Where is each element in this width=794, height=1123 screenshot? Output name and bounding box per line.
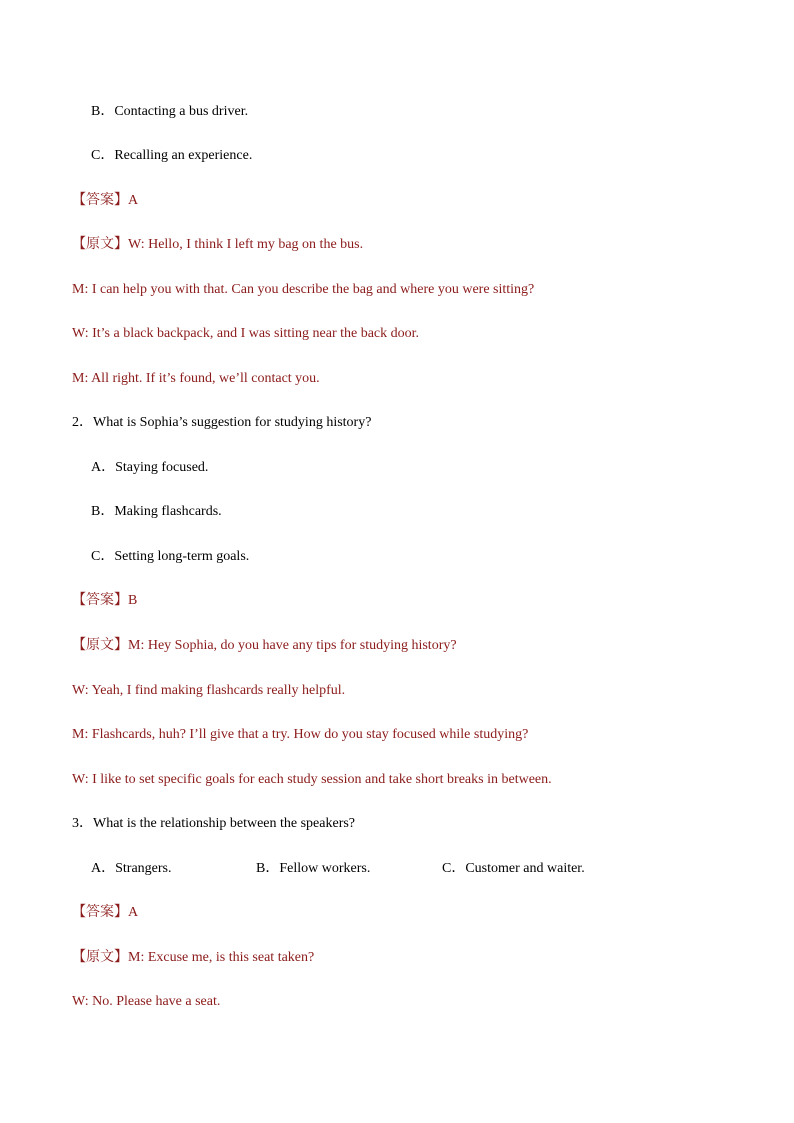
- q2-script-line-2: W: Yeah, I find making flashcards really helpful.: [72, 683, 346, 698]
- answer-tag: 【答案】: [72, 193, 128, 208]
- q2-script-line-1: [72, 637, 457, 655]
- q1-option-c: C．Recalling an experience.: [91, 148, 253, 163]
- q2-answer: [72, 592, 137, 610]
- q2-question: 2．What is Sophia’s suggestion for studying history?: [72, 415, 372, 430]
- q2-script-line-4: W: I like to set specific goals for each study session and take short breaks in between.: [72, 772, 552, 787]
- q1-script-line-1: [72, 236, 363, 254]
- script-tag: 【原文】: [72, 950, 128, 965]
- q1-script-line-3: W: It’s a black backpack, and I was sitting near the back door.: [72, 326, 420, 341]
- script-text: W: Hello, I think I left my bag on the bus.: [128, 237, 364, 252]
- q2-script-line-3: M: Flashcards, huh? I’ll give that a try. How do you stay focused while studying?: [72, 727, 529, 742]
- q3-option-c: C．Customer and waiter.: [442, 861, 585, 876]
- q1-script-line-4: M: All right. If it’s found, we’ll contact you.: [72, 371, 320, 386]
- answer-tag: 【答案】: [72, 905, 128, 920]
- q2-option-a: A．Staying focused.: [91, 460, 209, 475]
- script-tag: 【原文】: [72, 237, 128, 252]
- q3-question: 3．What is the relationship between the speakers?: [72, 816, 356, 831]
- q2-option-b: B．Making flashcards.: [91, 504, 222, 519]
- script-text: M: Hey Sophia, do you have any tips for studying history?: [128, 638, 457, 653]
- q1-option-b: B．Contacting a bus driver.: [91, 104, 249, 119]
- q1-script-line-2: M: I can help you with that. Can you describe the bag and where you were sitting?: [72, 282, 535, 297]
- script-tag: 【原文】: [72, 638, 128, 653]
- answer-tag: 【答案】: [72, 593, 128, 608]
- answer-value: A: [128, 905, 139, 920]
- q3-script-line-1: [72, 949, 314, 967]
- q3-answer: [72, 904, 138, 922]
- q1-answer: [72, 192, 138, 210]
- q2-option-c: C．Setting long-term goals.: [91, 549, 250, 564]
- q3-option-a: A．Strangers.: [91, 861, 172, 876]
- q3-script-line-2: W: No. Please have a seat.: [72, 994, 221, 1009]
- script-text: M: Excuse me, is this seat taken?: [128, 950, 315, 965]
- q3-option-b: B．Fellow workers.: [256, 861, 371, 876]
- answer-value: B: [128, 593, 138, 608]
- answer-value: A: [128, 193, 139, 208]
